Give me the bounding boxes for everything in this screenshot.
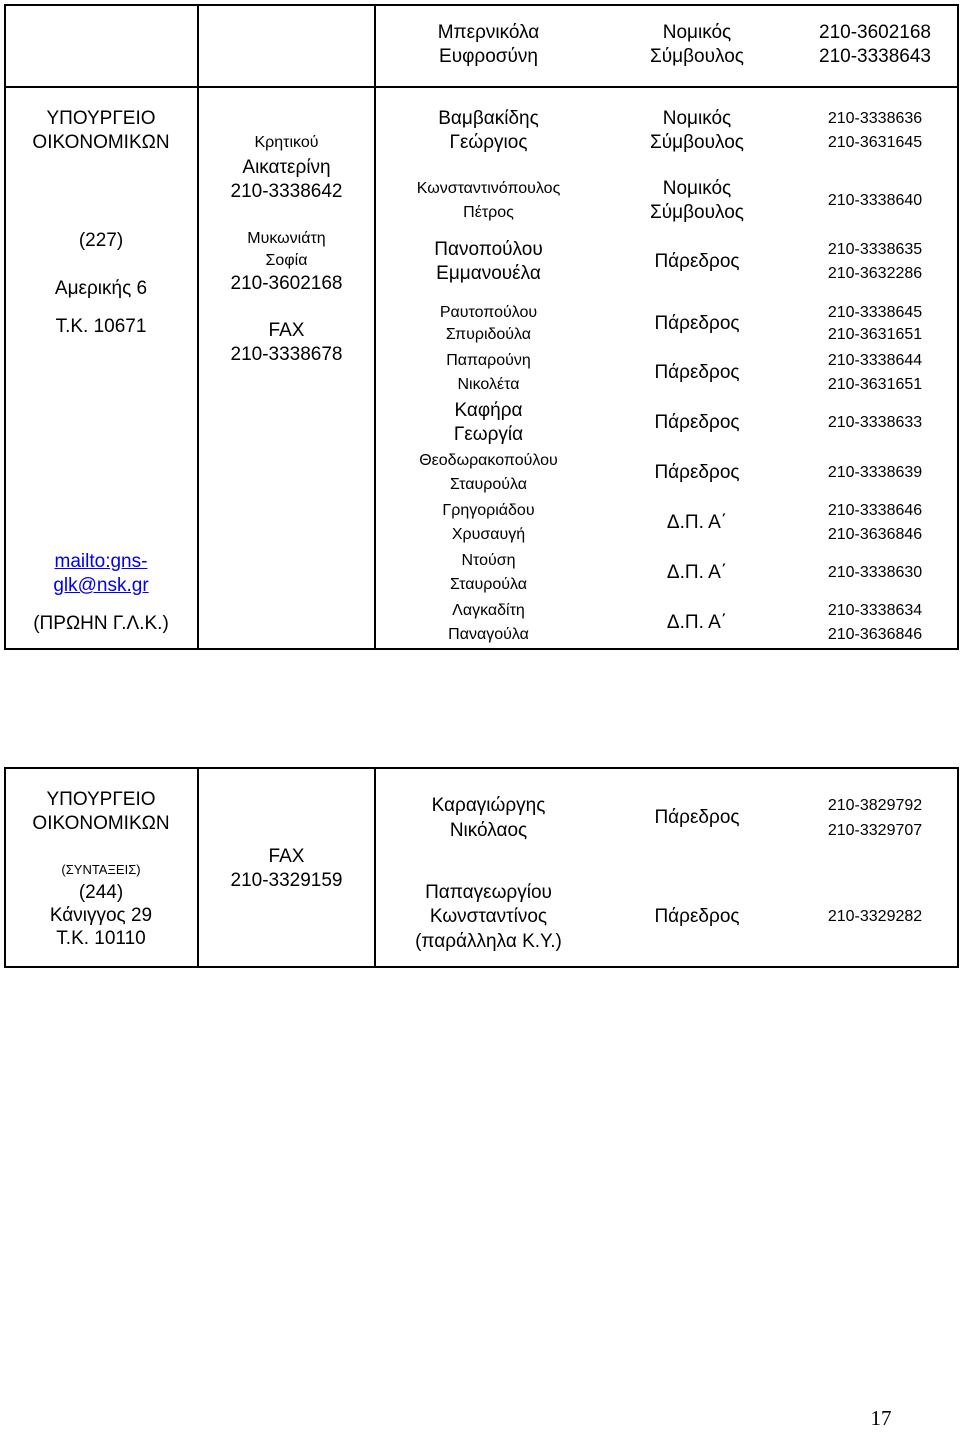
person-phone: 210-3338634	[827, 602, 923, 619]
person-name: Καφήρα	[454, 400, 523, 421]
person-phone: 210-3631651	[827, 376, 923, 393]
fax-number: 210-3338678	[230, 344, 343, 365]
person-role: Δ.Π. Α΄	[666, 512, 728, 533]
person-name: Λαγκαδίτη	[452, 602, 525, 619]
border	[4, 648, 959, 650]
person-phone: 210-3338633	[827, 414, 923, 431]
person-name: Γεωργία	[453, 424, 524, 445]
org-code: (227)	[78, 230, 124, 251]
border	[957, 4, 959, 650]
person-role: Πάρεδρος	[654, 412, 740, 433]
person-phone: 210-3329707	[827, 822, 923, 839]
secretary-name: Μυκωνιάτη	[247, 230, 326, 247]
person-name: Πανοπούλου	[434, 239, 543, 260]
person-role: Πάρεδρος	[654, 251, 740, 272]
person-name: Σπυριδούλα	[445, 326, 532, 343]
person-name: Ευφροσύνη	[439, 46, 538, 67]
org-former-name: (ΠΡΩΗΝ Γ.Λ.Κ.)	[33, 613, 169, 634]
person-role: Πάρεδρος	[654, 313, 740, 334]
org-name: ΥΠΟΥΡΓΕΙΟ	[46, 789, 156, 810]
person-role: Πάρεδρος	[654, 362, 740, 383]
person-role: Νομικός	[662, 178, 732, 199]
person-phone: 210-3338635	[827, 241, 923, 258]
person-role: Σύμβουλος	[650, 202, 744, 223]
person-phone: 210-3338645	[827, 304, 923, 321]
org-subtitle: (ΣΥΝΤΑΞΕΙΣ)	[61, 862, 141, 877]
border	[4, 767, 959, 769]
org-postal: Τ.Κ. 10671	[55, 316, 147, 337]
fax-label: FAX	[268, 320, 305, 341]
person-role: Σύμβουλος	[650, 46, 744, 67]
person-name: Παπαγεωργίου	[425, 882, 552, 903]
org-address: Κάνιγγος 29	[49, 905, 153, 926]
person-phone: 210-3338643	[819, 46, 931, 67]
person-name: Παναγούλα	[448, 626, 529, 643]
person-name: Πέτρος	[463, 204, 514, 221]
person-name: Νικόλαος	[449, 820, 528, 841]
person-role: Δ.Π. Α΄	[666, 612, 728, 633]
person-role: Δ.Π. Α΄	[666, 562, 728, 583]
person-phone: 210-3338630	[827, 564, 923, 581]
person-name: Θεοδωρακοπούλου	[419, 452, 558, 469]
org-address: Αμερικής 6	[54, 278, 148, 299]
person-phone: 210-3631645	[827, 134, 923, 151]
person-phone: 210-3829792	[827, 797, 923, 814]
person-phone: 210-3632286	[827, 265, 923, 282]
email-link[interactable]: glk@nsk.gr	[53, 575, 149, 596]
person-phone: 210-3631651	[827, 326, 923, 343]
person-name: Σταυρούλα	[450, 476, 527, 493]
secretary-name: Σοφία	[265, 252, 308, 269]
person-name: Μπερνικόλα	[437, 22, 540, 43]
person-name: Βαμβακίδης	[438, 108, 539, 129]
person-note: (παράλληλα Κ.Υ.)	[415, 931, 562, 952]
secretary-phone: 210-3602168	[230, 273, 343, 294]
border	[4, 966, 959, 968]
person-name: Γεώργιος	[449, 132, 528, 153]
person-name: Ντούση	[461, 552, 516, 569]
person-role: Πάρεδρος	[654, 807, 740, 828]
person-role: Νομικός	[662, 22, 732, 43]
person-role: Σύμβουλος	[650, 132, 744, 153]
person-name: Καραγιώργης	[431, 795, 546, 816]
secretary-phone: 210-3338642	[230, 181, 343, 202]
person-name: Κωνσταντίνος	[429, 906, 548, 927]
person-name: Παπαρούνη	[446, 352, 531, 369]
person-phone: 210-3329282	[827, 908, 923, 925]
person-phone: 210-3338644	[827, 352, 923, 369]
person-phone: 210-3338640	[827, 192, 923, 209]
person-phone: 210-3338639	[827, 464, 923, 481]
person-name: Σταυρούλα	[450, 576, 527, 593]
org-name: ΟΙΚΟΝΟΜΙΚΩΝ	[32, 813, 170, 834]
fax-number: 210-3329159	[230, 870, 343, 891]
secretary-name: Αικατερίνη	[242, 157, 331, 178]
page-number: 17	[870, 1406, 892, 1430]
person-name: Χρυσαυγή	[451, 526, 526, 543]
person-name: Κωνσταντινόπουλος	[416, 180, 561, 197]
person-phone: 210-3338646	[827, 502, 923, 519]
border	[957, 767, 959, 968]
secretary-name: Κρητικού	[254, 134, 319, 151]
person-name: Γρηγοριάδου	[442, 502, 535, 519]
fax-label: FAX	[268, 846, 305, 867]
person-phone: 210-3338636	[827, 110, 923, 127]
email-link[interactable]: mailto:gns-	[54, 551, 148, 572]
border	[4, 4, 959, 6]
person-name: Ραυτοπούλου	[439, 304, 538, 321]
org-postal: Τ.Κ. 10110	[56, 928, 146, 949]
person-name: Νικολέτα	[457, 376, 520, 393]
org-name: ΟΙΚΟΝΟΜΙΚΩΝ	[32, 132, 170, 153]
person-phone: 210-3636846	[827, 526, 923, 543]
person-role: Πάρεδρος	[654, 462, 740, 483]
org-code: (244)	[78, 882, 124, 903]
person-phone: 210-3636846	[827, 626, 923, 643]
org-name: ΥΠΟΥΡΓΕΙΟ	[46, 108, 156, 129]
person-name: Εμμανουέλα	[436, 263, 541, 284]
person-role: Πάρεδρος	[654, 906, 740, 927]
border	[4, 86, 959, 88]
person-phone: 210-3602168	[819, 22, 931, 43]
person-role: Νομικός	[662, 108, 732, 129]
